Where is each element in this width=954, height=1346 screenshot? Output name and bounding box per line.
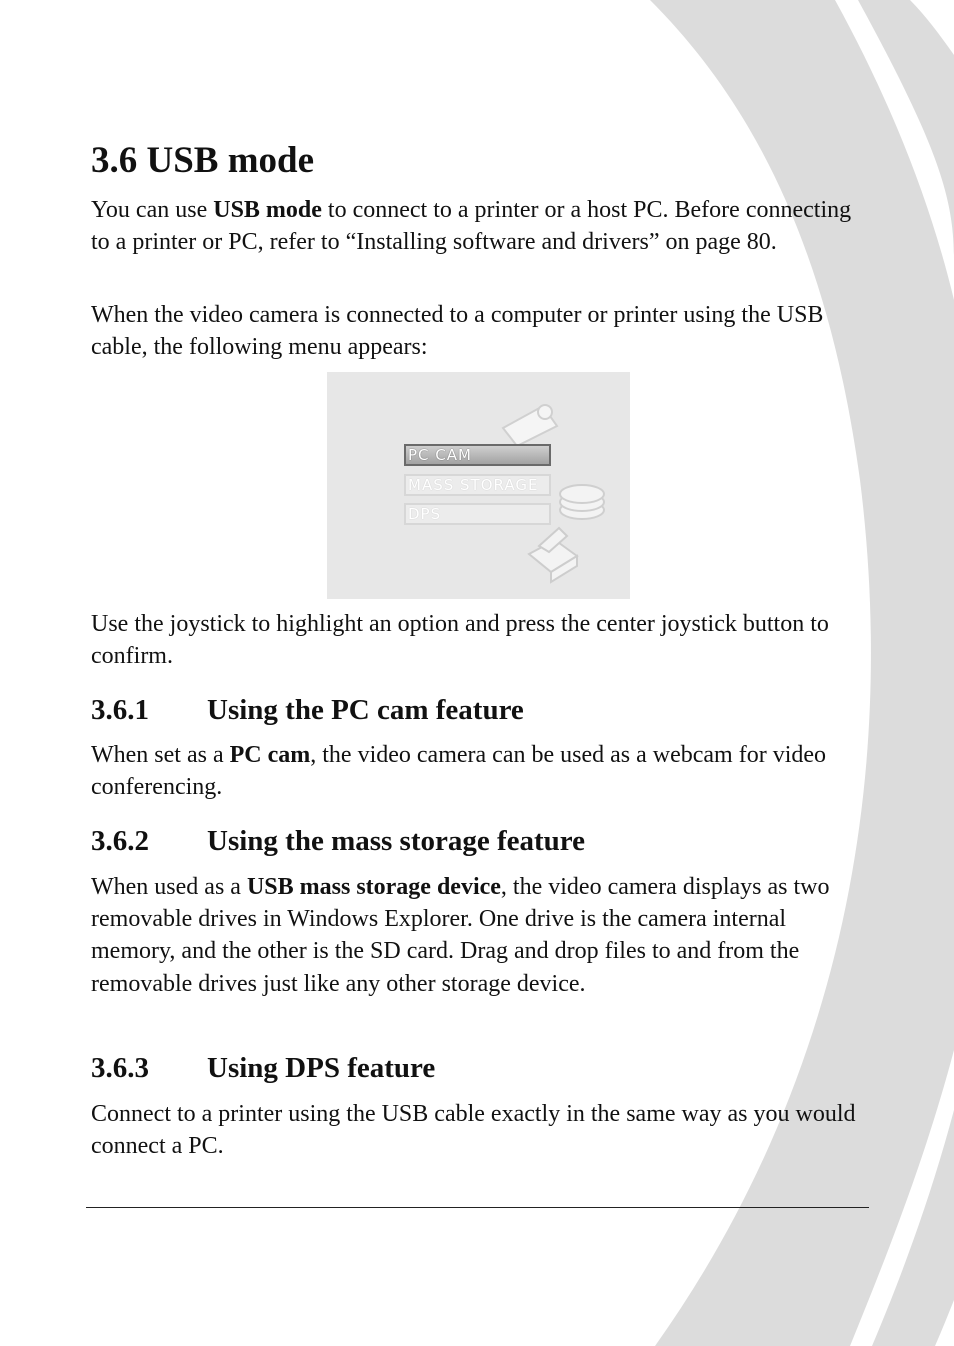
usb-mode-term: USB mode <box>213 197 322 223</box>
dps-paragraph: Connect to a printer using the USB cable exactly in the same way as you would connect a PC. <box>91 1101 856 1160</box>
section-heading-mass-storage: 3.6.2 Using the mass storage feature <box>91 825 586 857</box>
instruction-paragraph: Use the joystick to highlight an option and press the center joystick button to confirm. <box>91 611 829 670</box>
menu-intro-paragraph: When the video camera is connected to a computer or printer using the USB cable, the following menu appears: <box>91 302 824 361</box>
mass-storage-term: USB mass storage device <box>246 874 501 900</box>
webcam-icon <box>495 398 565 448</box>
footer-rule <box>86 1207 869 1208</box>
menu-item-dps[interactable]: DPS <box>404 503 551 525</box>
pc-cam-term: PC cam <box>229 742 311 768</box>
pc-cam-paragraph: When set as a PC cam, the video camera can be used as a webcam for video conferencing. <box>91 742 827 801</box>
menu-item-pc-cam[interactable]: PC CAM <box>404 444 551 466</box>
usb-menu-screenshot <box>327 372 630 599</box>
storage-disk-icon <box>555 478 609 522</box>
printer-icon <box>523 522 583 586</box>
section-heading-dps: 3.6.3 Using DPS feature <box>91 1052 436 1084</box>
section-heading-pc-cam: 3.6.1 Using the PC cam feature <box>91 694 524 726</box>
mass-storage-paragraph: When used as a USB mass storage device, the video camera displays as two removable drives in Windows Explorer. One drive is the camera internal memory, and the other is the SD card. Drag and drop files to and from the removable drives just like any other storage device. <box>91 874 830 997</box>
page-title: 3.6 USB mode <box>91 140 315 181</box>
intro-paragraph: You can use USB mode to connect to a printer or a host PC. Before connecting to a printer or PC, refer to “Installing software and drivers” on page 80. <box>91 197 852 256</box>
menu-item-mass-storage[interactable]: MASS STORAGE <box>404 474 551 496</box>
